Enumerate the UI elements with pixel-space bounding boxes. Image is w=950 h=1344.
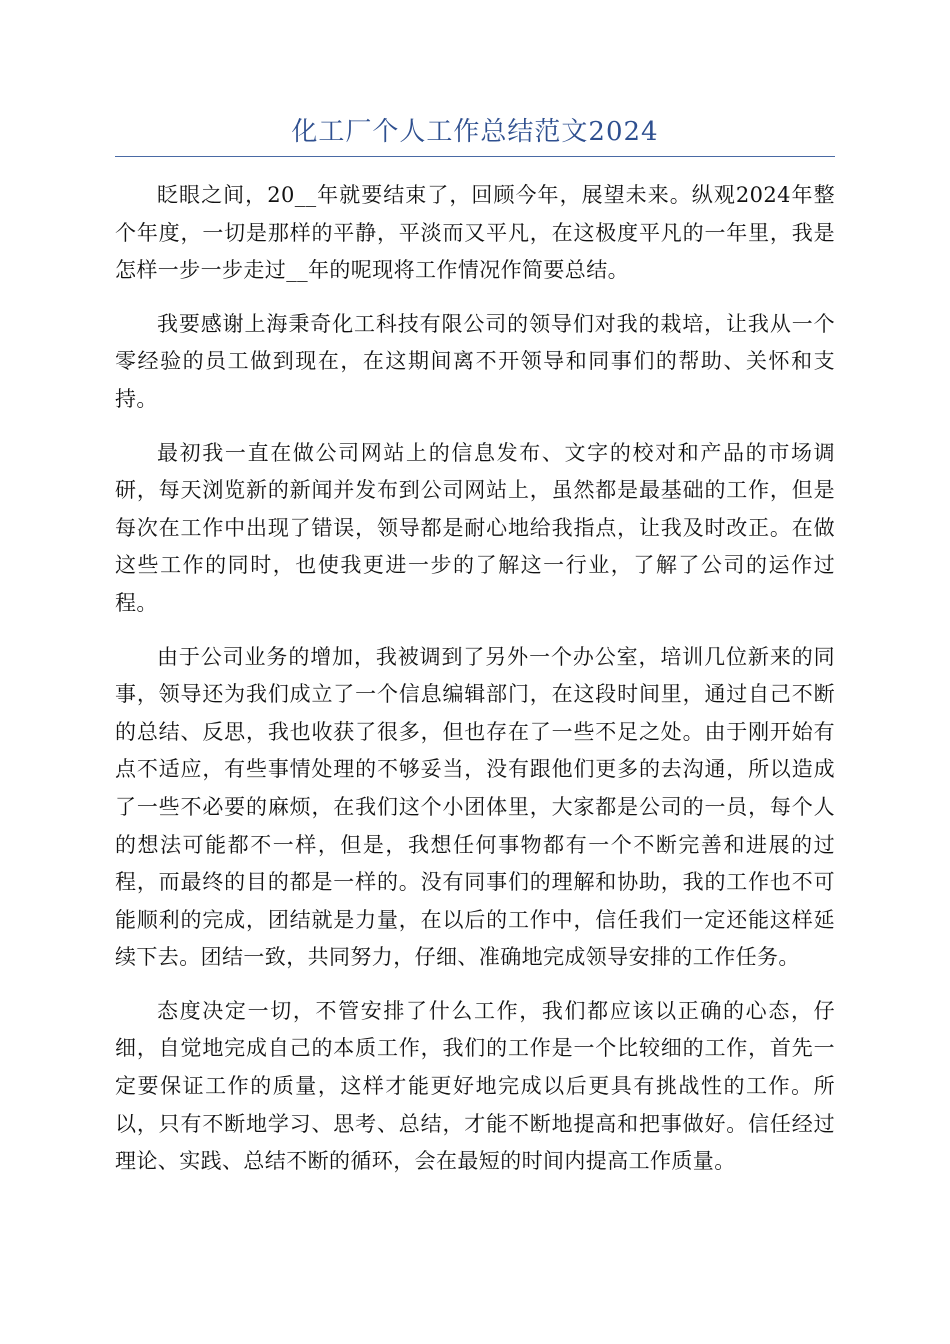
- paragraph-1: 眨眼之间，20__年就要结束了，回顾今年，展望未来。纵观2024年整个年度，一切是那样的平静，平淡而又平凡，在这极度平凡的一年里，我是怎样一步一步走过__年的呢现将工作情况作简要总结。: [115, 183, 835, 283]
- document-page: [115, 112, 835, 1197]
- document-title: 化工厂个人工作总结范文2024: [291, 117, 659, 147]
- paragraph-3: 最初我一直在做公司网站上的信息发布、文字的校对和产品的市场调研，每天浏览新的新闻并发布到公司网站上，虽然都是最基础的工作，但是每次在工作中出现了错误，领导都是耐心地给我指点，让我及时改正。在做这些工作的同时，也使我更进一步的了解这一行业，了解了公司的运作过程。: [115, 440, 835, 615]
- paragraph-5: 态度决定一切，不管安排了什么工作，我们都应该以正确的心态，仔细，自觉地完成自己的本质工作，我们的工作是一个比较细的工作，首先一定要保证工作的质量，这样才能更好地完成以后更具有挑战性的工作。所以，只有不断地学习、思考、总结，才能不断地提高和把事做好。信任经过理论、实践、总结不断的循环，会在最短的时间内提高工作质量。: [115, 998, 835, 1174]
- title-block: [115, 112, 835, 157]
- paragraph-4: 由于公司业务的增加，我被调到了另外一个办公室，培训几位新来的同事，领导还为我们成立了一个信息编辑部门，在这段时间里，通过自己不断的总结、反思，我也收获了很多，但也存在了一些不足之处。由于刚开始有点不适应，有些事情处理的不够妥当，没有跟他们更多的去沟通，所以造成了一些不必要的麻烦，在我们这个小团体里，大家都是公司的一员，每个人的想法可能都不一样，但是，我想任何事物都有一个不断完善和进展的过程，而最终的目的都是一样的。没有同事们的理解和协助，我的工作也不可能顺利的完成，团结就是力量，在以后的工作中，信任我们一定还能这样延续下去。团结一致，共同努力，仔细、准确地完成领导安排的工作任务。: [115, 644, 835, 970]
- document-body: [115, 177, 835, 1181]
- paragraph-2: 我要感谢上海秉奇化工科技有限公司的领导们对我的栽培，让我从一个零经验的员工做到现在，在这期间离不开领导和同事们的帮助、关怀和支持。: [115, 311, 835, 411]
